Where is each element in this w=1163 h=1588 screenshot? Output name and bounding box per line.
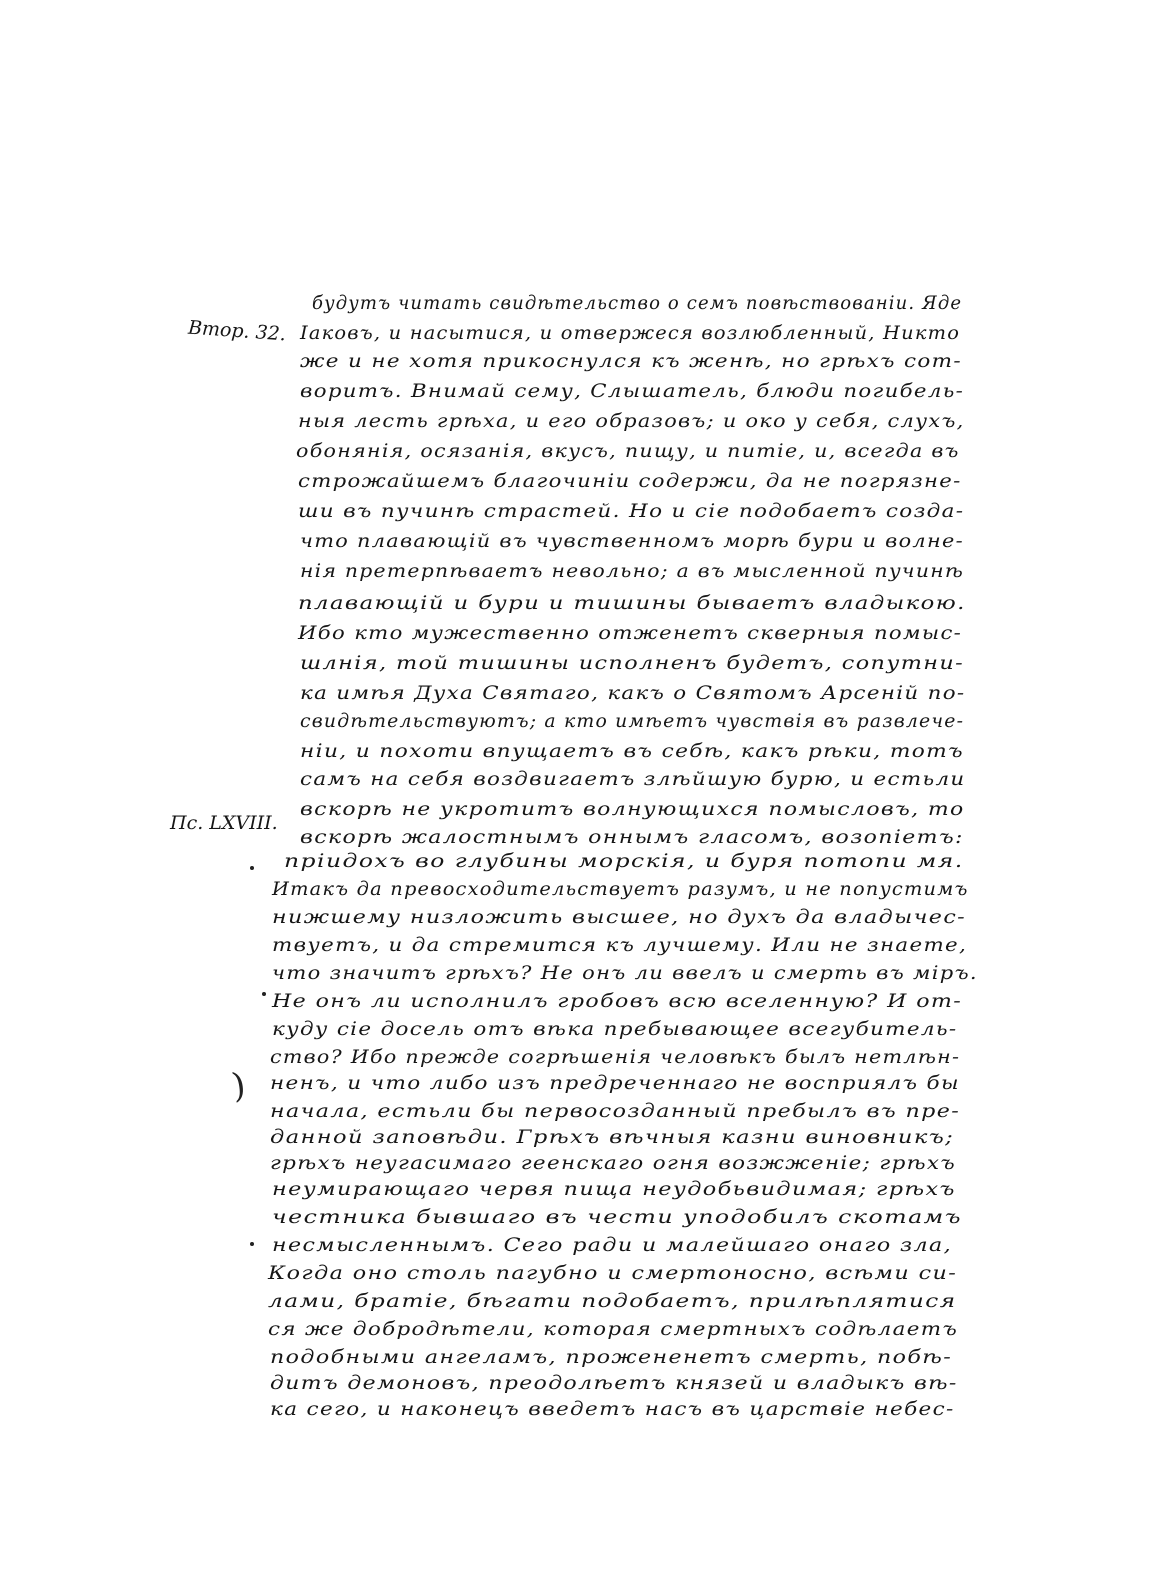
manuscript-line: ка сего, и наконецъ введетъ насъ въ царствіе небес-	[270, 1398, 955, 1420]
manuscript-line: же и не хотя прикоснулся къ женѣ, но грѣхъ сот-	[300, 350, 962, 372]
manuscript-line: воритъ. Внимай сему, Слышатель, блюди погибель-	[300, 380, 965, 402]
margin-note-reference-1: Втор. 32.	[187, 316, 287, 346]
manuscript-line: плавающій и бури и тишины бываетъ владыкою.	[298, 592, 966, 614]
margin-mark	[262, 992, 266, 996]
manuscript-line: нижшему низложить высшее, но духъ да владычес-	[272, 906, 967, 928]
manuscript-line: Не онъ ли исполнилъ гробовъ всю вселенную? И от-	[272, 990, 963, 1012]
manuscript-line: дитъ демоновъ, преодолѣетъ князей и владыкъ вѣ-	[270, 1372, 958, 1394]
margin-mark	[250, 1242, 254, 1246]
manuscript-line: подобными ангеламъ, прожененетъ смерть, побѣ-	[270, 1346, 953, 1368]
margin-note-reference-2: Пс. LXVIII.	[170, 812, 278, 834]
manuscript-line: вскорѣ жалостнымъ оннымъ гласомъ, возопіетъ:	[300, 826, 964, 848]
manuscript-line: строжайшемъ благочиніи содержи, да не погрязне-	[298, 470, 962, 492]
manuscript-line: что плавающій въ чувственномъ морѣ бури и волне-	[300, 530, 964, 552]
manuscript-line: несмысленнымъ. Сего ради и малейшаго онаго зла,	[272, 1234, 953, 1256]
manuscript-line: свидѣтельствуютъ; а кто имѣетъ чувствія въ развлече-	[300, 710, 965, 732]
manuscript-line: куду сіе досель отъ вѣка пребывающее всегубитель-	[272, 1018, 958, 1040]
manuscript-line: ся же добродѣтели, которая смертныхъ содѣлаетъ	[268, 1318, 959, 1340]
manuscript-line: обонянія, осязанія, вкусъ, пищу, и питіе, и, всегда въ	[296, 440, 960, 462]
manuscript-line: Іаковъ, и насытися, и отвержеся возлюбленный, Никто	[300, 322, 961, 344]
manuscript-line: будутъ читать свидѣтельство о семъ повѣствованіи. Яде	[312, 292, 963, 314]
manuscript-line: Ибо кто мужественно отженетъ скверныя помыс-	[298, 622, 963, 644]
manuscript-line: честника бывшаго въ чести уподобилъ скотамъ	[272, 1206, 962, 1228]
manuscript-line: пріидохъ во глубины морскія, и буря потопи мя.	[284, 850, 964, 872]
manuscript-line: ныя лесть грѣха, и его образовъ; и око у себя, слухъ,	[298, 410, 965, 432]
manuscript-line: что значитъ грѣхъ? Не онъ ли ввелъ и смерть въ міръ.	[272, 962, 978, 984]
manuscript-line: Когда оно столь пагубно и смертоносно, всѣми си-	[268, 1262, 958, 1284]
manuscript-line: ка имѣя Духа Святаго, какъ о Святомъ Арсеній по-	[300, 682, 966, 704]
manuscript-line: ненъ, и что либо изъ предреченнаго не восприялъ бы	[270, 1072, 960, 1094]
manuscript-line: неумирающаго червя пища неудобьвидимая; грѣхъ	[272, 1178, 956, 1200]
manuscript-line: начала, естьли бы первосозданный пребылъ въ пре-	[270, 1100, 961, 1122]
margin-bracket: )	[229, 1065, 248, 1107]
margin-mark	[250, 866, 254, 870]
manuscript-line: ніи, и похоти впущаетъ въ себѣ, какъ рѣки, тотъ	[300, 740, 964, 762]
manuscript-line: Итакъ да превосходительствуетъ разумъ, и не попустимъ	[272, 878, 969, 900]
manuscript-line: вскорѣ не укротитъ волнующихся помысловъ, то	[300, 798, 965, 820]
manuscript-line: самъ на себя воздвигаетъ злѣйшую бурю, и естьли	[300, 768, 966, 790]
manuscript-line: ши въ пучинѣ страстей. Но и сіе подобаетъ созда-	[298, 500, 965, 522]
manuscript-line: нія претерпѣваетъ невольно; а въ мысленной пучинѣ	[300, 560, 965, 582]
manuscript-line: лами, братіе, бѣгати подобаетъ, прилѣплятися	[268, 1290, 957, 1312]
manuscript-line: данной заповѣди. Грѣхъ вѣчныя казни виновникъ;	[270, 1126, 955, 1148]
manuscript-line: шлнія, той тишины исполненъ будетъ, сопутни-	[300, 652, 965, 674]
manuscript-line: ство? Ибо прежде согрѣшенія человѣкъ былъ нетлѣн-	[270, 1046, 961, 1068]
manuscript-line: твуетъ, и да стремится къ лучшему. Или не знаете,	[272, 934, 968, 956]
manuscript-line: грѣхъ неугасимаго геенскаго огня возжженіе; грѣхъ	[270, 1152, 957, 1174]
